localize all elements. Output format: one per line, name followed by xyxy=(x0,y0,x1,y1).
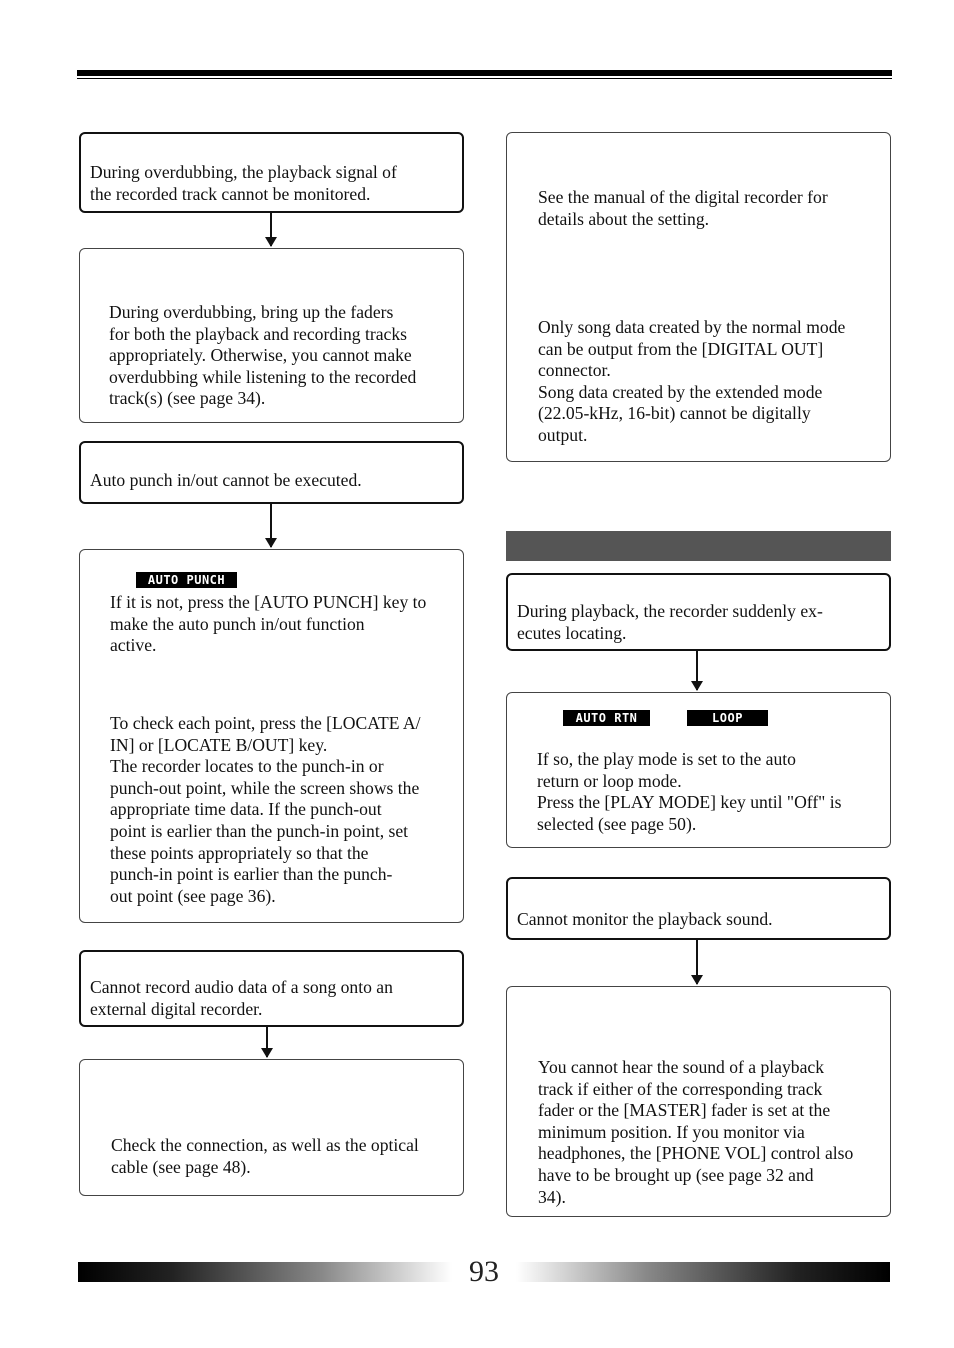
digital-solution-box xyxy=(79,1059,464,1196)
punch-solution-text-2: To check each point, press the [LOCATE A/ IN] or [LOCATE B/OUT] key. The recorder locates to the punch-in or punch-out point, while the screen shows the appropriate time data. If the punch-out point is earlier than the punch-in point, set these points appropriately so that the punch-in point is earlier than the punch- out point (see page 36). xyxy=(110,713,421,906)
overdub-symptom-text: During overdubbing, the playback signal of the recorded track cannot be monitored. xyxy=(90,162,397,204)
header-rule-thin xyxy=(77,78,892,79)
locate-arrow xyxy=(696,651,698,690)
auto-punch-lcd-indicator: AUTO PUNCH xyxy=(136,572,237,588)
monitor-solution-box xyxy=(506,986,891,1217)
punch-symptom-box xyxy=(79,441,464,504)
monitor-symptom-text: Cannot monitor the playback sound. xyxy=(517,909,773,929)
locate-symptom-text: During playback, the recorder suddenly ex- ecutes locating. xyxy=(517,601,823,643)
monitor-solution-text: You cannot hear the sound of a playback track if either of the corresponding track fader or the [MASTER] fader is set at the minimum position. If you monitor via headphones, the [PHONE VOL] control also have to be brought up (see page 32 and 34). xyxy=(538,1057,854,1207)
overdub-solution-box xyxy=(79,248,464,423)
punch-arrow xyxy=(270,504,272,547)
loop-lcd-indicator: LOOP xyxy=(687,710,768,726)
digital-solution-text-2: Only song data created by the normal mode can be output from the [DIGITAL OUT] connector. Song data created by the extended mode (22.05-kHz, 16-bit) cannot be digitally output. xyxy=(538,317,846,445)
overdub-arrow xyxy=(270,213,272,246)
section-header-bar xyxy=(506,531,891,561)
punch-solution-box xyxy=(79,549,464,923)
punch-symptom-text: Auto punch in/out cannot be executed. xyxy=(90,470,362,490)
footer-gradient-right xyxy=(516,1262,890,1282)
header-rule xyxy=(77,70,892,76)
digital-symptom-box xyxy=(79,950,464,1027)
monitor-arrow xyxy=(696,940,698,984)
digital-solution-text-1: See the manual of the digital recorder for details about the setting. xyxy=(538,187,828,229)
auto-rtn-lcd-indicator: AUTO RTN xyxy=(563,710,650,726)
digital-solution-box-2 xyxy=(506,132,891,462)
locate-symptom-box xyxy=(506,573,891,651)
monitor-symptom-box xyxy=(506,877,891,940)
footer-gradient-left xyxy=(78,1262,452,1282)
overdub-symptom-box xyxy=(79,132,464,213)
digital-solution-text: Check the connection, as well as the optical cable (see page 48). xyxy=(111,1135,419,1177)
digital-symptom-text: Cannot record audio data of a song onto an external digital recorder. xyxy=(90,977,393,1019)
overdub-solution-text: During overdubbing, bring up the faders for both the playback and recording tracks appropriately. Otherwise, you cannot make overdubbing while listening to the recorded track(s) (see page 34). xyxy=(109,302,417,409)
locate-solution-text: If so, the play mode is set to the auto return or loop mode. Press the [PLAY MODE] key until "Off" is selected (see page 50). xyxy=(537,749,842,834)
page-number: 93 xyxy=(469,1255,499,1288)
locate-solution-box xyxy=(506,692,891,848)
digital-arrow xyxy=(266,1027,268,1057)
punch-solution-text-1: If it is not, press the [AUTO PUNCH] key to make the auto punch in/out function active. xyxy=(110,592,427,656)
